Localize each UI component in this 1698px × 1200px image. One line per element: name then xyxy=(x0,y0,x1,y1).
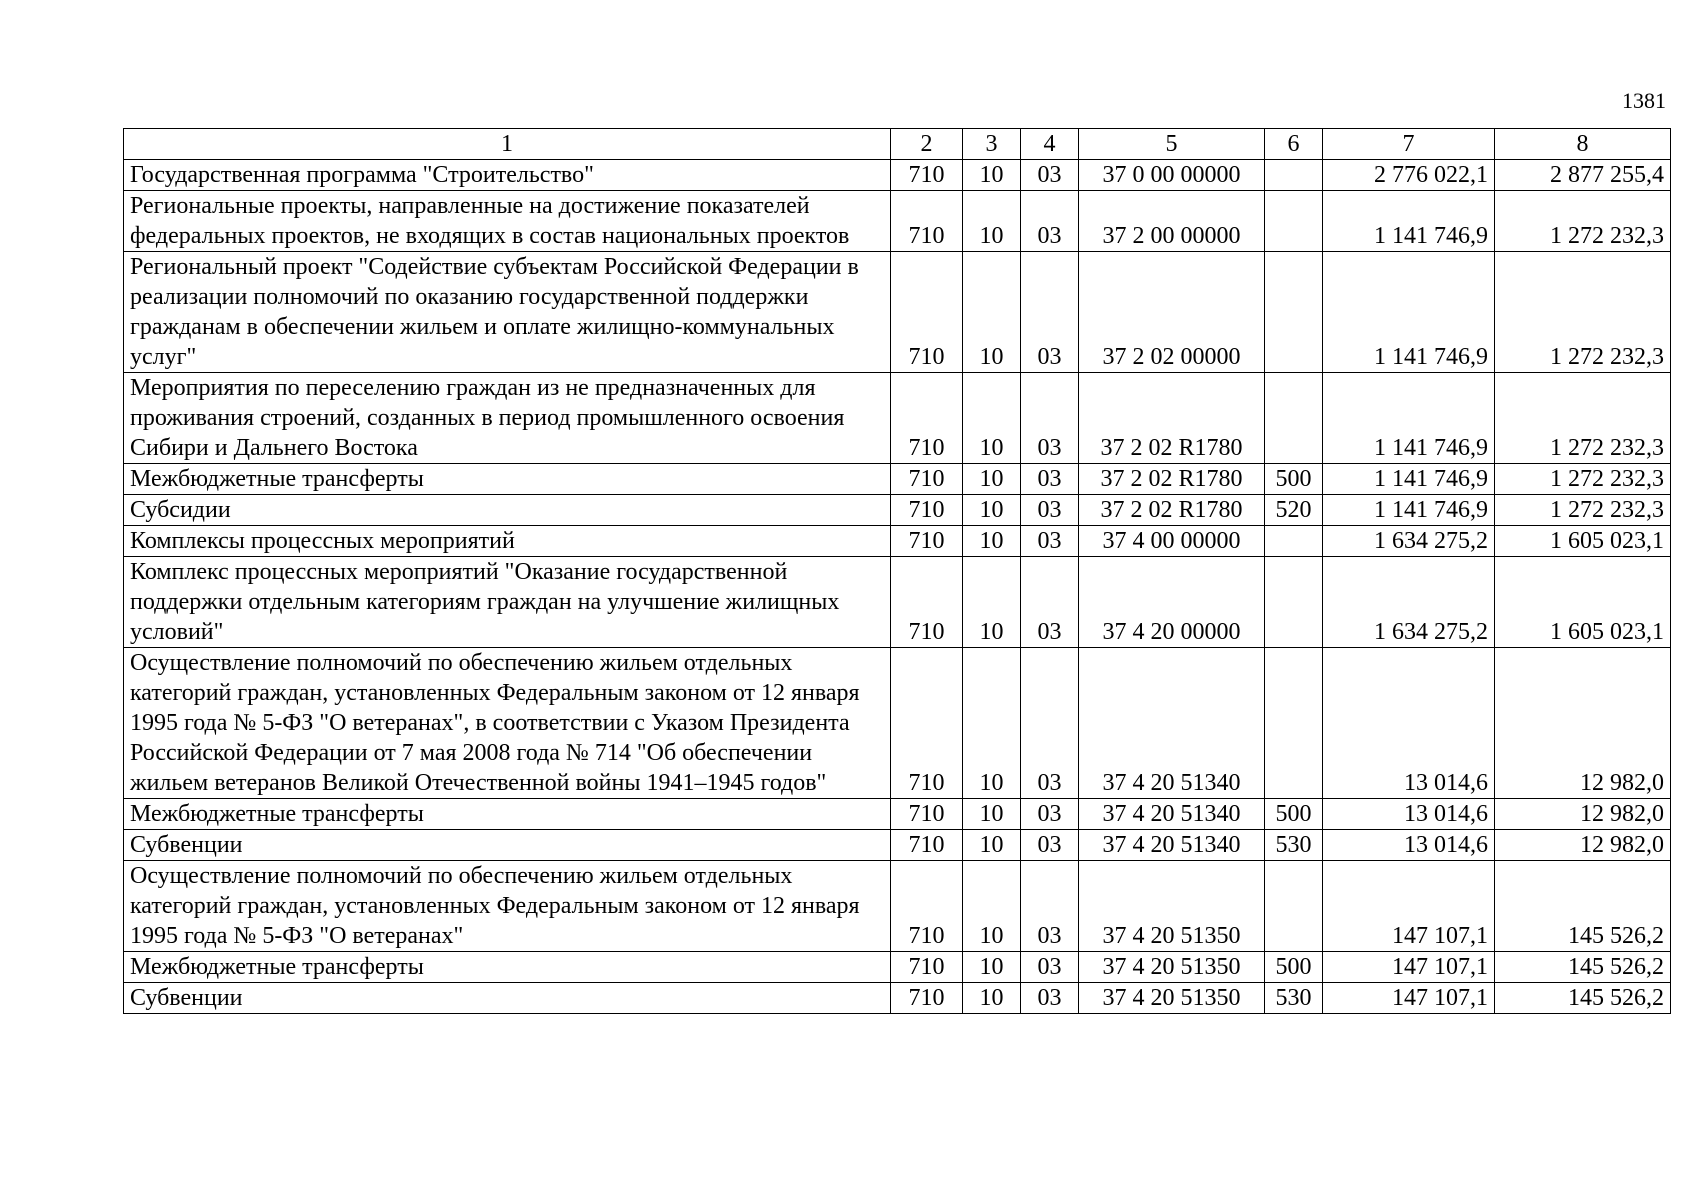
amount-col-8: 1 272 232,3 xyxy=(1495,495,1671,526)
amount-col-8: 145 526,2 xyxy=(1495,861,1671,952)
amount-col-8: 145 526,2 xyxy=(1495,952,1671,983)
code-col-6 xyxy=(1265,648,1323,799)
amount-col-7: 2 776 022,1 xyxy=(1323,160,1495,191)
code-col-4: 03 xyxy=(1021,495,1079,526)
page-number: 1381 xyxy=(1622,88,1666,113)
column-header-5: 5 xyxy=(1079,129,1265,160)
code-gr-2: 710 xyxy=(891,464,963,495)
item-name: Межбюджетные трансферты xyxy=(124,799,891,830)
item-name: Региональные проекты, направленные на достижение показателей федеральных проектов, не входящих в состав национальных проектов xyxy=(124,191,891,252)
code-col-6 xyxy=(1265,861,1323,952)
column-header-2: 2 xyxy=(891,129,963,160)
code-col-5: 37 4 00 00000 xyxy=(1079,526,1265,557)
code-col-4: 03 xyxy=(1021,464,1079,495)
code-col-5: 37 2 00 00000 xyxy=(1079,191,1265,252)
code-col-3: 10 xyxy=(963,952,1021,983)
table-row xyxy=(124,191,1671,252)
code-col-5: 37 4 20 51340 xyxy=(1079,799,1265,830)
code-col-5: 37 4 20 51340 xyxy=(1079,830,1265,861)
code-col-3: 10 xyxy=(963,983,1021,1014)
code-col-6: 520 xyxy=(1265,495,1323,526)
code-col-6 xyxy=(1265,557,1323,648)
item-name: Субсидии xyxy=(124,495,891,526)
code-gr-2: 710 xyxy=(891,952,963,983)
code-col-5: 37 2 02 R1780 xyxy=(1079,495,1265,526)
code-col-3: 10 xyxy=(963,526,1021,557)
amount-col-8: 12 982,0 xyxy=(1495,830,1671,861)
code-gr-2: 710 xyxy=(891,648,963,799)
table-row xyxy=(124,983,1671,1014)
code-col-3: 10 xyxy=(963,799,1021,830)
code-col-6 xyxy=(1265,526,1323,557)
code-col-6: 500 xyxy=(1265,952,1323,983)
code-col-3: 10 xyxy=(963,830,1021,861)
code-col-4: 03 xyxy=(1021,830,1079,861)
code-col-3: 10 xyxy=(963,252,1021,373)
amount-col-7: 1 634 275,2 xyxy=(1323,557,1495,648)
code-col-5: 37 2 02 R1780 xyxy=(1079,464,1265,495)
code-col-4: 03 xyxy=(1021,648,1079,799)
table-body xyxy=(124,160,1671,1014)
column-header-3: 3 xyxy=(963,129,1021,160)
amount-col-7: 1 141 746,9 xyxy=(1323,495,1495,526)
code-col-5: 37 4 20 51350 xyxy=(1079,952,1265,983)
amount-col-8: 1 272 232,3 xyxy=(1495,464,1671,495)
code-col-4: 03 xyxy=(1021,861,1079,952)
table-row xyxy=(124,648,1671,799)
code-col-6: 530 xyxy=(1265,983,1323,1014)
code-col-4: 03 xyxy=(1021,983,1079,1014)
code-col-5: 37 2 02 R1780 xyxy=(1079,373,1265,464)
amount-col-8: 1 272 232,3 xyxy=(1495,191,1671,252)
code-col-6 xyxy=(1265,252,1323,373)
table-row xyxy=(124,861,1671,952)
item-name: Межбюджетные трансферты xyxy=(124,464,891,495)
code-gr-2: 710 xyxy=(891,252,963,373)
amount-col-7: 13 014,6 xyxy=(1323,830,1495,861)
code-col-6 xyxy=(1265,373,1323,464)
code-col-5: 37 4 20 51340 xyxy=(1079,648,1265,799)
code-gr-2: 710 xyxy=(891,495,963,526)
code-col-3: 10 xyxy=(963,160,1021,191)
code-gr-2: 710 xyxy=(891,160,963,191)
table-row xyxy=(124,526,1671,557)
amount-col-8: 1 272 232,3 xyxy=(1495,373,1671,464)
code-col-6 xyxy=(1265,160,1323,191)
column-header-6: 6 xyxy=(1265,129,1323,160)
table-row xyxy=(124,952,1671,983)
item-name: Субвенции xyxy=(124,983,891,1014)
amount-col-7: 13 014,6 xyxy=(1323,648,1495,799)
item-name: Региональный проект "Содействие субъектам Российской Федерации в реализации полномочий по оказанию государственной поддержки гражданам в обеспечении жильем и оплате жилищно-коммунальных услуг" xyxy=(124,252,891,373)
amount-col-7: 1 141 746,9 xyxy=(1323,464,1495,495)
amount-col-7: 147 107,1 xyxy=(1323,952,1495,983)
code-gr-2: 710 xyxy=(891,799,963,830)
code-col-4: 03 xyxy=(1021,526,1079,557)
item-name: Субвенции xyxy=(124,830,891,861)
table-row xyxy=(124,830,1671,861)
code-col-4: 03 xyxy=(1021,557,1079,648)
code-col-6: 530 xyxy=(1265,830,1323,861)
code-col-3: 10 xyxy=(963,464,1021,495)
code-col-3: 10 xyxy=(963,557,1021,648)
code-col-3: 10 xyxy=(963,495,1021,526)
amount-col-7: 1 141 746,9 xyxy=(1323,191,1495,252)
table-row xyxy=(124,557,1671,648)
column-header-7: 7 xyxy=(1323,129,1495,160)
amount-col-7: 147 107,1 xyxy=(1323,861,1495,952)
item-name: Комплексы процессных мероприятий xyxy=(124,526,891,557)
code-col-6: 500 xyxy=(1265,799,1323,830)
code-gr-2: 710 xyxy=(891,830,963,861)
code-col-3: 10 xyxy=(963,191,1021,252)
code-col-5: 37 2 02 00000 xyxy=(1079,252,1265,373)
table-row xyxy=(124,373,1671,464)
amount-col-8: 12 982,0 xyxy=(1495,648,1671,799)
item-name: Комплекс процессных мероприятий "Оказание государственной поддержки отдельным категориям граждан на улучшение жилищных условий" xyxy=(124,557,891,648)
amount-col-7: 13 014,6 xyxy=(1323,799,1495,830)
table-row xyxy=(124,160,1671,191)
column-header-1: 1 xyxy=(124,129,891,160)
code-col-6: 500 xyxy=(1265,464,1323,495)
item-name: Государственная программа "Строительство" xyxy=(124,160,891,191)
table-row xyxy=(124,799,1671,830)
code-col-3: 10 xyxy=(963,861,1021,952)
amount-col-8: 145 526,2 xyxy=(1495,983,1671,1014)
budget-table xyxy=(123,128,1671,1014)
code-gr-2: 710 xyxy=(891,861,963,952)
column-header-8: 8 xyxy=(1495,129,1671,160)
code-col-6 xyxy=(1265,191,1323,252)
amount-col-8: 1 605 023,1 xyxy=(1495,557,1671,648)
table-row xyxy=(124,495,1671,526)
code-col-4: 03 xyxy=(1021,191,1079,252)
code-col-5: 37 4 20 51350 xyxy=(1079,983,1265,1014)
code-col-5: 37 4 20 00000 xyxy=(1079,557,1265,648)
code-gr-2: 710 xyxy=(891,983,963,1014)
table-row xyxy=(124,464,1671,495)
amount-col-7: 1 141 746,9 xyxy=(1323,252,1495,373)
code-col-5: 37 4 20 51350 xyxy=(1079,861,1265,952)
amount-col-8: 1 272 232,3 xyxy=(1495,252,1671,373)
code-gr-2: 710 xyxy=(891,191,963,252)
column-header-4: 4 xyxy=(1021,129,1079,160)
amount-col-8: 12 982,0 xyxy=(1495,799,1671,830)
code-col-3: 10 xyxy=(963,373,1021,464)
code-col-4: 03 xyxy=(1021,252,1079,373)
amount-col-7: 1 634 275,2 xyxy=(1323,526,1495,557)
code-col-4: 03 xyxy=(1021,952,1079,983)
code-col-4: 03 xyxy=(1021,799,1079,830)
header-row xyxy=(124,129,1671,160)
item-name: Межбюджетные трансферты xyxy=(124,952,891,983)
amount-col-7: 1 141 746,9 xyxy=(1323,373,1495,464)
code-col-5: 37 0 00 00000 xyxy=(1079,160,1265,191)
code-col-4: 03 xyxy=(1021,160,1079,191)
code-col-3: 10 xyxy=(963,648,1021,799)
item-name: Осуществление полномочий по обеспечению жильем отдельных категорий граждан, установленных Федеральным законом от 12 января 1995 года № 5-ФЗ "О ветеранах", в соответствии с Указом Президента Российской Федерации от 7 мая 2008 года № 714 "Об обеспечении жильем ветеранов Великой Отечественной войны 1941–1945 годов" xyxy=(124,648,891,799)
code-gr-2: 710 xyxy=(891,526,963,557)
code-col-4: 03 xyxy=(1021,373,1079,464)
code-gr-2: 710 xyxy=(891,557,963,648)
item-name: Осуществление полномочий по обеспечению жильем отдельных категорий граждан, установленных Федеральным законом от 12 января 1995 года № 5-ФЗ "О ветеранах" xyxy=(124,861,891,952)
code-gr-2: 710 xyxy=(891,373,963,464)
amount-col-8: 1 605 023,1 xyxy=(1495,526,1671,557)
item-name: Мероприятия по переселению граждан из не предназначенных для проживания строений, созданных в период промышленного освоения Сибири и Дальнего Востока xyxy=(124,373,891,464)
amount-col-8: 2 877 255,4 xyxy=(1495,160,1671,191)
table-row xyxy=(124,252,1671,373)
amount-col-7: 147 107,1 xyxy=(1323,983,1495,1014)
